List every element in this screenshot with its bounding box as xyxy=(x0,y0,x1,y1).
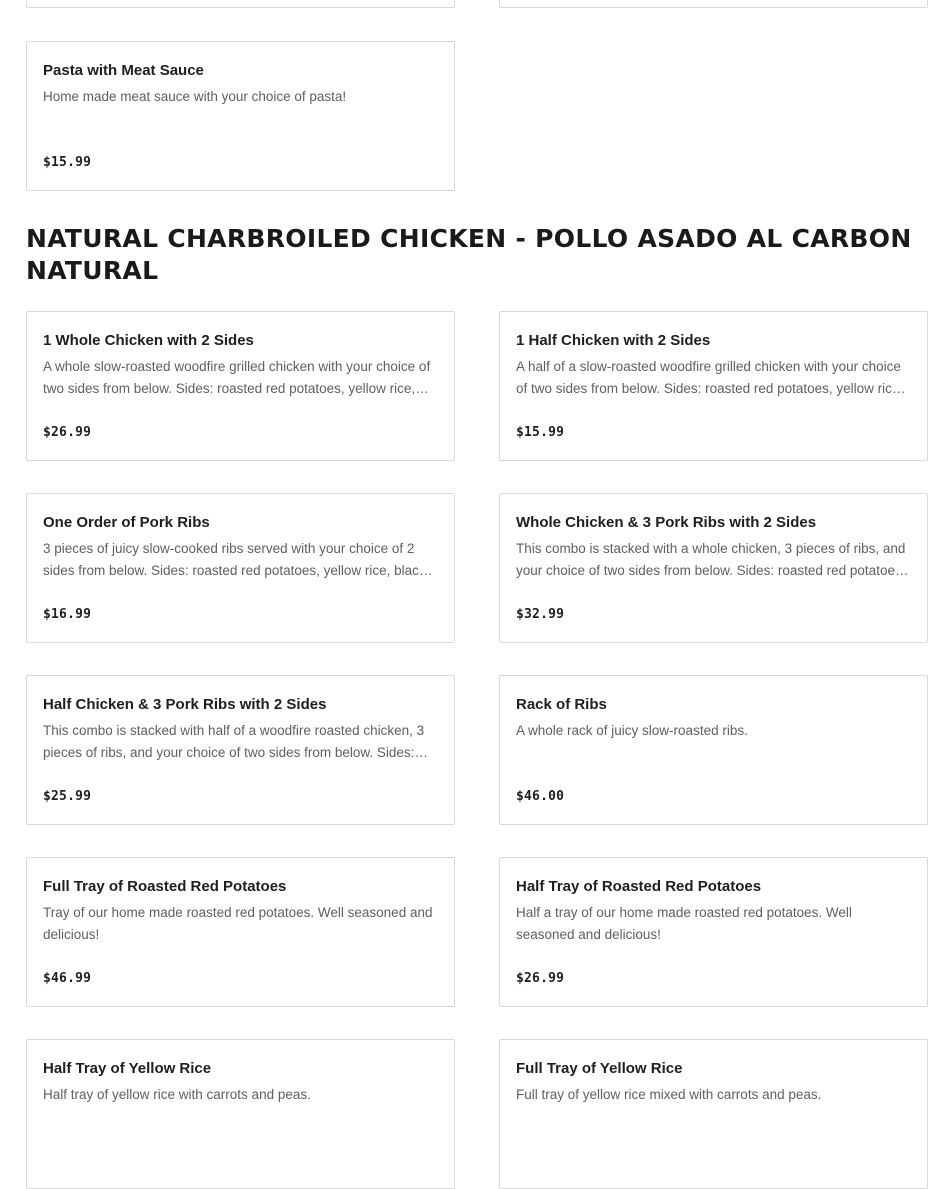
menu-item-card[interactable] xyxy=(26,1039,455,1189)
menu-item-name: Full Tray of Roasted Red Potatoes xyxy=(43,878,287,895)
menu-item-description: 3 pieces of juicy slow-cooked ribs served with your choice of 2 sides from below. Sides: roasted red potatoes, yellow rice, black xyxy=(43,541,426,578)
menu-item-card[interactable] xyxy=(26,857,455,1007)
menu-item-price: $25.99 xyxy=(43,789,92,804)
menu-item-description: Home made meat sauce with your choice of pasta! xyxy=(43,89,347,104)
menu-item-description: This combo is stacked with half of a woodfire roasted chicken, 3 pieces of ribs, and your choice of two sides from below. Sides: xyxy=(43,723,425,760)
menu-item-price: $46.00 xyxy=(516,789,565,804)
menu-item-name: Half Tray of Roasted Red Potatoes xyxy=(516,878,762,895)
menu-item-card[interactable] xyxy=(499,493,928,643)
menu-item-card[interactable] xyxy=(26,675,455,825)
menu-item-name: Full Tray of Yellow Rice xyxy=(516,1060,683,1077)
menu-item-card[interactable] xyxy=(499,675,928,825)
menu-item-name: Whole Chicken & 3 Pork Ribs with 2 Sides xyxy=(516,514,817,531)
menu-item-price: $15.99 xyxy=(516,425,565,440)
menu-item-price: $16.99 xyxy=(43,607,92,622)
menu-item-description: A half of a slow-roasted woodfire grilled chicken with your choice of two sides from below. Sides: roasted red potatoes, yellow rice, xyxy=(516,359,904,396)
menu-item-name: One Order of Pork Ribs xyxy=(43,514,210,531)
menu-item-card[interactable] xyxy=(499,311,928,461)
menu-item-card[interactable] xyxy=(26,41,455,191)
menu-item-card-partial[interactable] xyxy=(499,0,928,8)
menu-item-description: Half a tray of our home made roasted red potatoes. Well seasoned and delicious! xyxy=(516,905,852,942)
menu-item-description: This combo is stacked with a whole chicken, 3 pieces of ribs, and your choice of two sides from below. Sides: roasted red potatoes, xyxy=(516,541,906,578)
menu-item-description: Full tray of yellow rice mixed with carrots and peas. xyxy=(516,1087,822,1102)
menu-item-description: Tray of our home made roasted red potatoes. Well seasoned and delicious! xyxy=(43,905,433,942)
menu-item-name: 1 Whole Chicken with 2 Sides xyxy=(43,332,254,349)
section-heading: NATURAL CHARBROILED CHICKEN - POLLO ASADO AL CARBON NATURAL xyxy=(26,224,912,285)
menu-item-card[interactable] xyxy=(26,493,455,643)
menu-item-description: Half tray of yellow rice with carrots and peas. xyxy=(43,1087,311,1102)
menu-item-name: Half Tray of Yellow Rice xyxy=(43,1060,212,1077)
menu-item-description: A whole rack of juicy slow-roasted ribs. xyxy=(516,723,748,738)
menu-item-price: $26.99 xyxy=(43,425,92,440)
menu-item-price: $26.99 xyxy=(516,971,565,986)
menu-item-price: $46.99 xyxy=(43,971,92,986)
menu-item-name: 1 Half Chicken with 2 Sides xyxy=(516,332,711,349)
menu-item-card-partial[interactable] xyxy=(26,0,455,8)
menu-item-card[interactable] xyxy=(499,1039,928,1189)
menu-item-card[interactable] xyxy=(499,857,928,1007)
menu-item-description: A whole slow-roasted woodfire grilled chicken with your choice of two sides from below. Sides: roasted red potatoes, yellow rice, xyxy=(43,359,431,396)
menu-item-name: Rack of Ribs xyxy=(516,696,607,713)
menu-item-name: Half Chicken & 3 Pork Ribs with 2 Sides xyxy=(43,696,327,713)
menu-item-price: $15.99 xyxy=(43,155,92,170)
menu-item-name: Pasta with Meat Sauce xyxy=(43,62,204,79)
menu-item-card[interactable] xyxy=(26,311,455,461)
menu-item-price: $32.99 xyxy=(516,607,565,622)
